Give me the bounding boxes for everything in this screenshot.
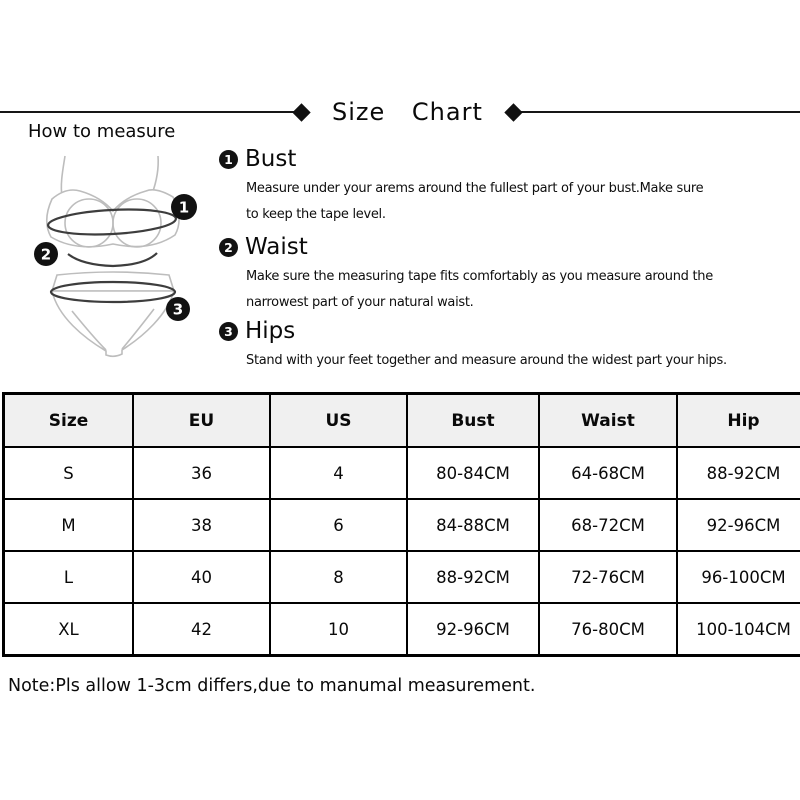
instruction-line: Stand with your feet together and measure around the widest part your hips.: [246, 353, 727, 368]
table-cell: 88-92CM: [677, 447, 800, 499]
table-cell: XL: [4, 603, 134, 656]
size-table: [2, 392, 800, 657]
table-header-cell: Bust: [407, 394, 539, 448]
table-cell: 36: [133, 447, 270, 499]
table-row: [4, 551, 800, 603]
section-waist-heading: [219, 234, 797, 260]
table-cell: 40: [133, 551, 270, 603]
table-cell: 92-96CM: [407, 603, 539, 656]
table-cell: 84-88CM: [407, 499, 539, 551]
section-bust-body: [246, 176, 797, 228]
table-cell: 42: [133, 603, 270, 656]
bikini-bottom-outline: [52, 291, 174, 356]
section-bust: [219, 146, 797, 228]
table-cell: 88-92CM: [407, 551, 539, 603]
table-header-cell: Waist: [539, 394, 677, 448]
bikini-strap-left: [61, 156, 65, 196]
measurement-note: Note:Pls allow 1-3cm differs,due to manumal measurement.: [8, 676, 536, 696]
section-hips-heading: [219, 318, 797, 344]
table-row: [4, 603, 800, 656]
section-hips: [219, 318, 797, 374]
section-waist-body: [246, 264, 797, 316]
table-cell: 38: [133, 499, 270, 551]
table-cell: 80-84CM: [407, 447, 539, 499]
table-row: [4, 499, 800, 551]
bikini-strap-right: [152, 156, 158, 194]
instruction-line: Make sure the measuring tape fits comfortably as you measure around the: [246, 269, 713, 284]
table-cell: M: [4, 499, 134, 551]
section-bust-title: Bust: [245, 146, 297, 172]
bikini-measure-illustration: [6, 138, 210, 370]
table-cell: L: [4, 551, 134, 603]
section-bust-heading: [219, 146, 797, 172]
waist-tape-line: [68, 253, 157, 266]
table-cell: 6: [270, 499, 407, 551]
section-hips-title: Hips: [245, 318, 296, 344]
section-hips-body: [246, 348, 797, 374]
number-2-badge-icon: 2: [219, 238, 238, 257]
table-cell: 4: [270, 447, 407, 499]
section-waist: [219, 234, 797, 316]
svg-text:3: 3: [172, 300, 184, 319]
table-cell: 72-76CM: [539, 551, 677, 603]
table-row: [4, 447, 800, 499]
figure-badge-2: [34, 242, 58, 266]
instruction-line: Measure under your arems around the fullest part of your bust.Make sure: [246, 181, 704, 196]
table-cell: 10: [270, 603, 407, 656]
svg-text:2: 2: [40, 245, 52, 264]
table-cell: 76-80CM: [539, 603, 677, 656]
title-rule-left: [0, 111, 295, 113]
table-header-cell: EU: [133, 394, 270, 448]
table-header-cell: Size: [4, 394, 134, 448]
table-header-cell: US: [270, 394, 407, 448]
instruction-line: narrowest part of your natural waist.: [246, 295, 474, 310]
size-table-header-row: [4, 394, 800, 448]
figure-badge-3: [166, 297, 190, 321]
table-cell: 96-100CM: [677, 551, 800, 603]
instruction-line: to keep the tape level.: [246, 207, 386, 222]
how-to-measure-label: How to measure: [28, 121, 176, 142]
table-cell: 100-104CM: [677, 603, 800, 656]
table-header-cell: Hip: [677, 394, 800, 448]
number-3-badge-icon: 3: [219, 322, 238, 341]
section-waist-title: Waist: [245, 234, 308, 260]
number-1-badge-icon: 1: [219, 150, 238, 169]
svg-text:1: 1: [178, 198, 190, 217]
page-title: Size Chart: [332, 98, 483, 126]
table-cell: 68-72CM: [539, 499, 677, 551]
table-cell: S: [4, 447, 134, 499]
table-cell: 8: [270, 551, 407, 603]
title-rule-right: [520, 111, 800, 113]
diamond-icon: [504, 103, 522, 121]
table-cell: 92-96CM: [677, 499, 800, 551]
figure-badge-1: [171, 194, 197, 220]
table-cell: 64-68CM: [539, 447, 677, 499]
